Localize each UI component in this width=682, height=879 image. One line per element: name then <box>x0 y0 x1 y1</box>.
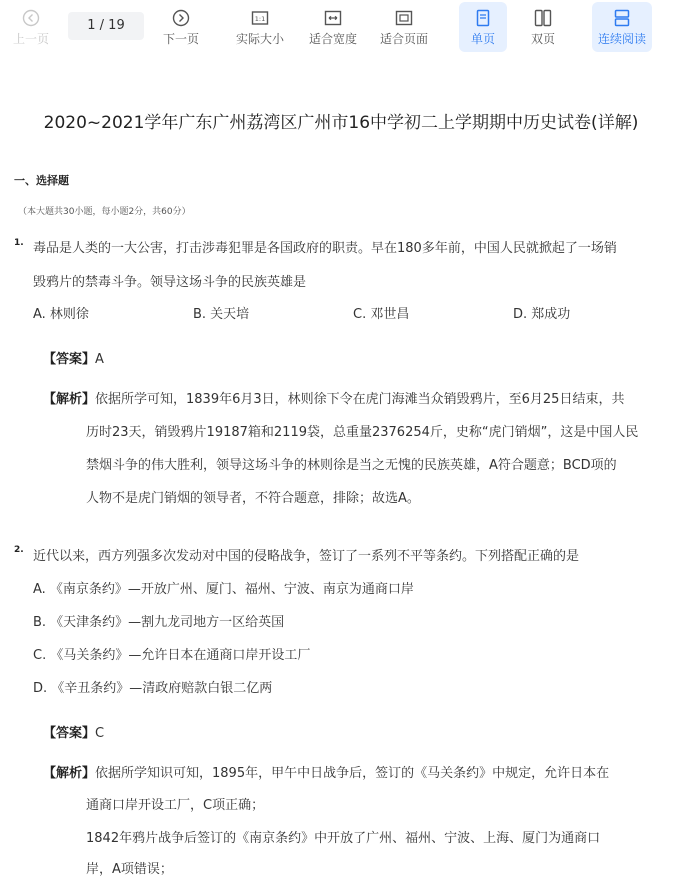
next-page-label: 下一页 <box>162 32 199 46</box>
analysis-label: 【解析】 <box>43 392 96 407</box>
fit-page-label: 适合页面 <box>379 32 428 46</box>
analysis-line: 依据所学可知，1839年6月3日，林则徐下令在虎门海滩当众销毁鸦片，至6月25日结束，共 <box>95 392 625 407</box>
svg-text:1:1: 1:1 <box>254 15 266 23</box>
section-heading: 一、选择题 <box>14 174 69 187</box>
answer-row <box>43 348 104 367</box>
analysis-line: 1842年鸦片战争后签订的《南京条约》中开放了广州、福州、宁波、上海、厦门为通商口 <box>86 831 601 846</box>
continuous-icon <box>613 9 631 27</box>
analysis-line: 依据所学知识可知，1895年，甲午中日战争后，签订的《马关条约》中规定，允许日本在 <box>95 766 610 781</box>
double-page-icon <box>534 9 552 27</box>
fit-width-button[interactable] <box>303 0 363 54</box>
analysis-line: 通商口岸开设工厂，C项正确； <box>86 798 265 813</box>
option-b: B. 关天培 <box>193 307 250 322</box>
prev-page-label: 上一页 <box>12 32 49 46</box>
analysis-line: 历时23天，销毁鸦片19187箱和2119袋，总重量2376254斤，史称“虎门销烟”，这是中国人民 <box>86 425 639 440</box>
page-indicator[interactable] <box>68 12 144 40</box>
answer-row <box>43 722 104 741</box>
toolbar <box>0 0 682 54</box>
double-page-label: 双页 <box>530 32 555 46</box>
question-number: 1. <box>14 238 24 248</box>
fit-page-button[interactable] <box>374 0 434 54</box>
fit-page-icon <box>395 9 413 27</box>
analysis-line: 禁烟斗争的伟大胜利，领导这场斗争的林则徐是当之无愧的民族英雄，A符合题意；BCD项的 <box>86 458 617 473</box>
actual-size-button[interactable] <box>230 0 290 54</box>
single-page-icon <box>474 9 492 27</box>
document-title: 2020~2021学年广东广州荔湾区广州市16中学初二上学期期中历史试卷(详解) <box>43 113 639 133</box>
analysis-row <box>43 388 624 407</box>
chevron-left-icon <box>22 9 40 27</box>
single-page-label: 单页 <box>470 32 495 46</box>
fit-width-label: 适合宽度 <box>308 32 357 46</box>
answer-value: C <box>95 726 105 741</box>
question-stem-line: 近代以来，西方列强多次发动对中国的侵略战争，签订了一系列不平等条约。下列搭配正确的是 <box>33 549 580 564</box>
option-c: C. 邓世昌 <box>353 307 410 322</box>
analysis-line: 人物不是虎门销烟的领导者，不符合题意，排除；故选A。 <box>86 491 420 506</box>
fit-width-icon <box>324 9 342 27</box>
actual-size-label: 实际大小 <box>235 32 284 46</box>
analysis-row <box>43 762 609 781</box>
prev-page-button[interactable] <box>6 0 56 54</box>
option-d: D. 《辛丑条约》—清政府赔款白银二亿两 <box>33 681 273 696</box>
question-stem-line: 毁鸦片的禁毒斗争。领导这场斗争的民族英雄是 <box>33 275 307 290</box>
chevron-right-icon <box>172 9 190 27</box>
page-indicator-text: 1 / 19 <box>87 18 125 33</box>
double-page-button[interactable] <box>519 0 567 54</box>
continuous-reading-button[interactable] <box>592 0 652 54</box>
continuous-reading-label: 连续阅读 <box>597 32 646 46</box>
option-a: A. 《南京条约》—开放广州、厦门、福州、宁波、南京为通商口岸 <box>33 582 414 597</box>
option-c: C. 《马关条约》—允许日本在通商口岸开设工厂 <box>33 648 311 663</box>
option-a: A. 林则徐 <box>33 307 89 322</box>
answer-label: 【答案】 <box>43 352 96 367</box>
option-d: D. 郑成功 <box>513 307 571 322</box>
answer-value: A <box>95 352 104 367</box>
answer-label: 【答案】 <box>43 726 96 741</box>
analysis-label: 【解析】 <box>43 766 96 781</box>
question-number: 2. <box>14 545 24 555</box>
analysis-line: 岸，A项错误； <box>86 862 173 877</box>
question-stem-line: 毒品是人类的一大公害，打击涉毒犯罪是各国政府的职责。早在180多年前，中国人民就掀起了一场销 <box>33 241 617 256</box>
actual-size-icon <box>251 9 269 27</box>
option-b: B. 《天津条约》—割九龙司地方一区给英国 <box>33 615 285 630</box>
single-page-button[interactable] <box>459 0 507 54</box>
section-note: （本大题共30小题，每小题2分，共60分） <box>18 207 191 217</box>
next-page-button[interactable] <box>156 0 206 54</box>
